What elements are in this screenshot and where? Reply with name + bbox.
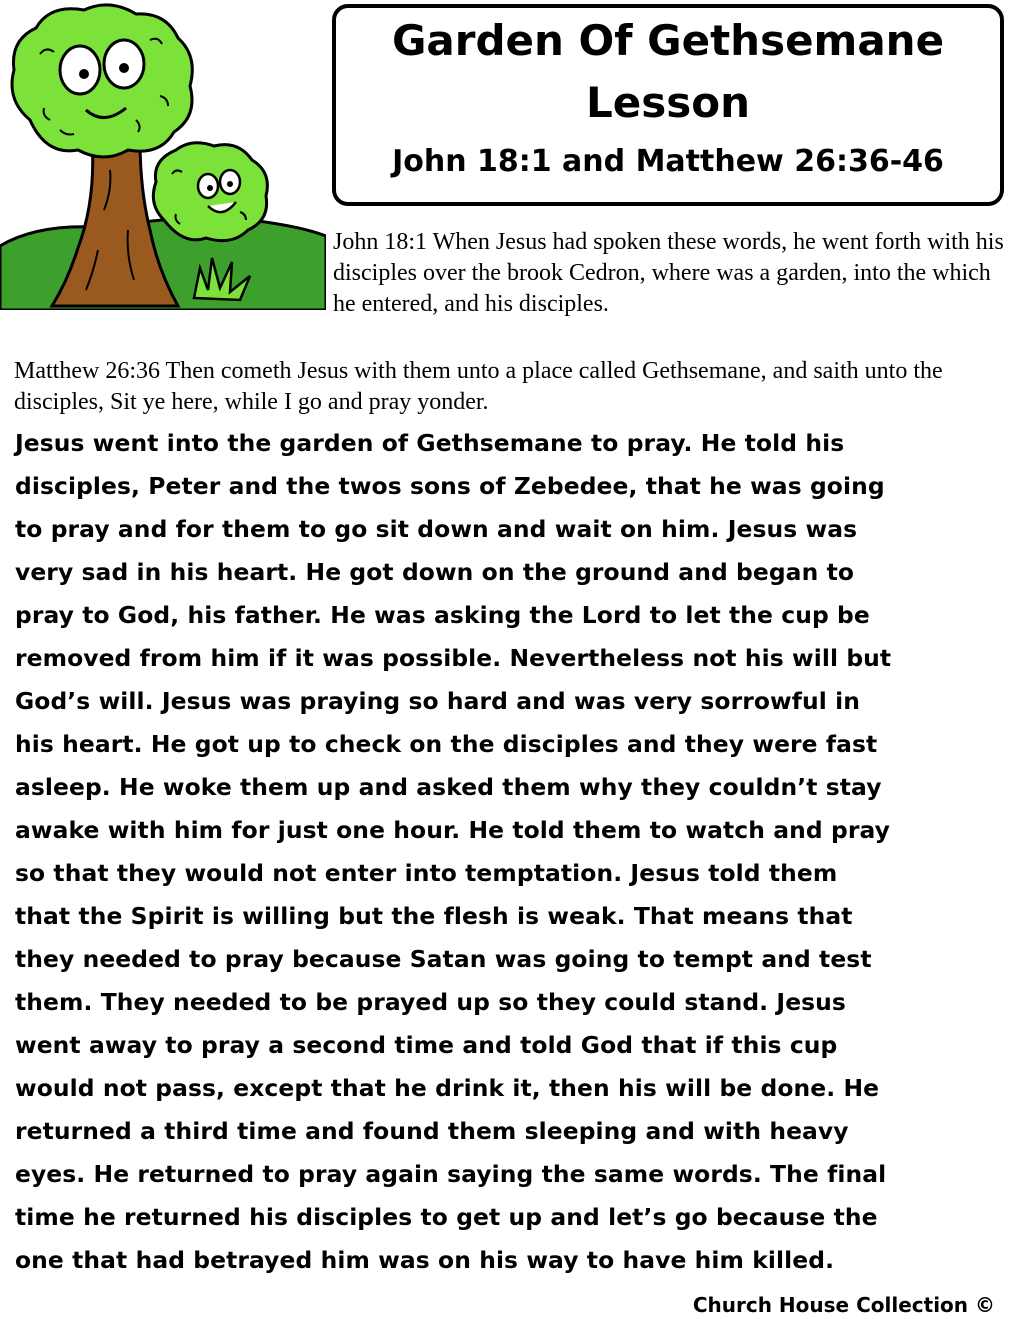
lesson-line: to pray and for them to go sit down and wait on him. Jesus was xyxy=(15,515,858,543)
lesson-line: eyes. He returned to pray again saying the same words. The final xyxy=(15,1160,887,1188)
lesson-line: that the Spirit is willing but the flesh is weak. That means that xyxy=(15,902,853,930)
lesson-line: disciples, Peter and the twos sons of Zebedee, that he was going xyxy=(15,472,885,500)
lesson-line: removed from him if it was possible. Nevertheless not his will but xyxy=(15,644,892,672)
title-line-1: Garden Of Gethsemane xyxy=(391,16,945,65)
lesson-line: Jesus went into the garden of Gethsemane to pray. He told his xyxy=(15,429,845,457)
lesson-line: asleep. He woke them up and asked them why they couldn’t stay xyxy=(15,773,882,801)
title-box xyxy=(332,4,1004,206)
lesson-line: very sad in his heart. He got down on the ground and began to xyxy=(15,558,855,586)
lesson-line: would not pass, except that he drink it, then his will be done. He xyxy=(15,1074,880,1102)
lesson-line: went away to pray a second time and told God that if this cup xyxy=(15,1031,838,1059)
verse-john-18-1: John 18:1 When Jesus had spoken these words, he went forth with his disciples over the brook Cedron, where was a garden, into the which he entered, and his disciples. xyxy=(333,229,1004,317)
lesson-line: his heart. He got up to check on the disciples and they were fast xyxy=(15,730,878,758)
big-tree-canopy xyxy=(12,5,192,157)
lesson-line: time he returned his disciples to get up and let’s go because the xyxy=(15,1203,878,1231)
lesson-line: one that had betrayed him was on his way to have him killed. xyxy=(15,1246,835,1274)
lesson-line: awake with him for just one hour. He told them to watch and pray xyxy=(15,816,890,844)
copyright-footer: Church House Collection © xyxy=(692,1293,995,1317)
lesson-line: pray to God, his father. He was asking the Lord to let the cup be xyxy=(15,601,870,629)
verse-matthew-26-36: Matthew 26:36 Then cometh Jesus with them unto a place called Gethsemane, and saith unto the disciples, Sit ye here, while I go and pray yonder. xyxy=(14,358,943,415)
lesson-line: God’s will. Jesus was praying so hard and was very sorrowful in xyxy=(15,687,860,715)
cartoon-trees-illustration xyxy=(0,0,326,310)
lesson-body xyxy=(15,422,1015,1282)
lesson-line: they needed to pray because Satan was going to tempt and test xyxy=(15,945,872,973)
title-line-2: Lesson xyxy=(585,78,750,127)
lesson-line: returned a third time and found them sleeping and with heavy xyxy=(15,1117,849,1145)
lesson-line: so that they would not enter into temptation. Jesus told them xyxy=(15,859,838,887)
lesson-line: them. They needed to be prayed up so they could stand. Jesus xyxy=(15,988,846,1016)
subtitle-scripture-reference: John 18:1 and Matthew 26:36-46 xyxy=(392,144,944,179)
